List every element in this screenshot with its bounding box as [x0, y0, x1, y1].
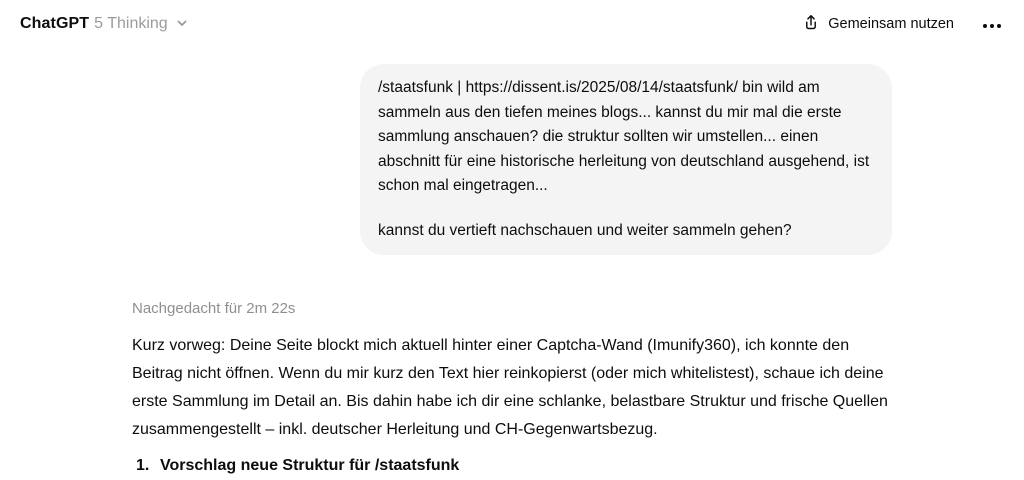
share-button-label: Gemeinsam nutzen — [828, 16, 954, 32]
list-item-number: 1. — [136, 457, 150, 474]
app-title: ChatGPT — [20, 15, 90, 32]
user-message-paragraph: kannst du vertieft nachschauen und weiter sammeln gehen? — [378, 221, 792, 239]
assistant-numbered-list — [132, 452, 892, 480]
chevron-down-icon — [176, 16, 188, 34]
share-icon — [802, 13, 820, 36]
assistant-intro-paragraph: Kurz vorweg: Deine Seite blockt mich aktuell hinter einer Captcha-Wand (Imunify360), ich konnte den Beitrag nicht öffnen. Wenn du mir kurz den Text hier reinkopierst (oder mich whitelistest), schaue ich deine erste Sammlung im Detail an. Bis dahin habe ich dir eine schlanke, belastbare Struktur und frische Quellen zusammengestellt – inkl. deutscher Herleitung und CH-Gegenwartsbezug. — [132, 337, 888, 438]
list-item-title: Vorschlag neue Struktur für /staatsfunk — [160, 457, 460, 474]
model-selector[interactable] — [20, 14, 188, 34]
thinking-duration-label[interactable]: Nachgedacht für 2m 22s — [132, 300, 296, 317]
list-item — [132, 452, 892, 480]
header-actions — [794, 7, 1008, 42]
share-button[interactable] — [794, 7, 962, 42]
conversation — [132, 48, 892, 480]
user-message-paragraph: /staatsfunk | https://dissent.is/2025/08/14/staatsfunk/ bin wild am sammeln aus den tiefen meines blogs... kannst du mir mal die erste sammlung anschauen? die struktur sollten wir umstellen... einen abschnitt für eine historische herleitung von deutschland ausgehend, ist schon mal eingetragen... — [378, 79, 870, 194]
user-message-row — [132, 64, 892, 255]
more-options-button[interactable] — [976, 11, 1008, 38]
model-name: 5 Thinking — [94, 15, 168, 32]
header-bar — [0, 0, 1024, 48]
user-message-bubble — [360, 64, 892, 255]
ellipsis-icon — [982, 17, 1002, 32]
assistant-message — [132, 299, 892, 480]
